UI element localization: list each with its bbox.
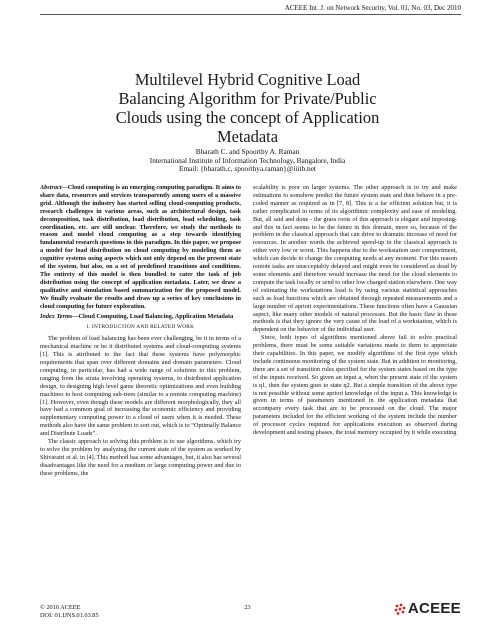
paper-title (70, 70, 425, 146)
copyright: © 2010 ACEEE (40, 604, 81, 611)
page-number: 23 (244, 604, 251, 611)
abstract (40, 184, 241, 311)
title-line: Metadata (217, 127, 278, 146)
author-block (0, 148, 495, 174)
author-names: Bharath C. and Spoorthy A. Raman (195, 147, 300, 156)
body-paragraph: Since, both types of algorithms mentioned above fail to solve practical problems, there must be some suitable variations made to them to appreciate their capabilities. In this paper, we modify algorithms of the first type which include continuous monitoring of the system state. But in addition to monitoring, there are a set of transition rules specified for the system states based on the type of the inputs received. So given an input a, when the present state of the system is q1, then the system goes to state q2. But a simple transition of the above type is not possible without some apriori knowledge of the input a. This knowledge is given in terms of parameters mentioned in the application metadata that accompany every task that are to be processed on the cloud. The major parameters included for the efficient working of the system include the number of processor cycles required for applications execution as observed during development and testing phases, the total memory occupied by it while executing (253, 334, 457, 437)
aceee-logo (393, 600, 461, 617)
left-column (40, 184, 241, 478)
index-terms-lead: Index Terms (40, 312, 73, 320)
affiliation: International Institute of Information Technology, Bangalore, India (149, 155, 346, 165)
abstract-text: —Cloud computing is an emerging computing paradigm. It aims to share data, resources and services transparently among users of a massive grid. Although the industry has started selling cloud-computing products, research challenges in various areas, such as architectural design, task decomposition, task distribution, load distribution, load scheduling, task coordination, etc. are still unclear. Therefore, we study the methods to reason and model cloud computing as a step towards identifying fundamental research questions in this paradigm. In this paper, we propose a model for load distribution on cloud computing by modeling them as cognitive systems using aspects which not only depend on the present state of the system, but also, on a set of predefined transitions and conditions. The entirety of this model is then bundled to cater the task of job distribution using the concept of application metadata. Later, we draw a qualitative and simulation based summarization for the proposed model. We finally evaluate the results and draw up a series of key conclusions in cloud computing for future exploration. (40, 184, 241, 310)
section-heading: I. INTRODUCTION AND RELATED WORK (86, 324, 195, 331)
body-paragraph: scalability is poor on larger systems. The other approach is to try and make estimations to somehow predict the future system state and then behave in a pre-coded manner as required as in [7, 8]. This is a far efficient solution but, it is rather complicated in terms of its algorithmic complexity and ease of modeling. But, all said and done - the grass roots of this approach is elegant and imposing- and this in fact seems to be the future in this domain, more so, because of the problem in the classical approach that can drive to dramatic increase of need for resources. In another words the achieved speed-up in the classical approach is either very low or worst. This happens due to the workstation user comportment, which can decide to change the computing needs at any moment. For this reason remote tasks are unacceptably delayed and might even be considered as dead by some elements and therefore would increase the need for the cloud elements to compute the task locally or send to other low charged station elsewhere. One way of estimating the workstations load is by using various statistical approaches such as load functions which are obtained through repeated measurements and a large number of apriori experimentations. These functions often have a Gaussian aspect, like many other models of natural processes. But the basic flaw in these methods is that they ignore the very cause of the load of a workstation, which is dependent on the behavior of the individual user. (253, 184, 457, 334)
author-email: Email: {bharath.c, spoorthya.raman}@iiitb.net (179, 164, 316, 174)
title-line: Multilevel Hybrid Cognitive Load (134, 70, 361, 89)
doi: DOI: 01.IJNS.01.03.85 (40, 612, 99, 619)
body-paragraph: The problem of load balancing has been ever challenging, be it in terms of a mechanical machine or be it distributed systems and cloud-computing systems [1]. This is attributed to the fact that these systems have polymorphic requirements that span over different domains and domain parameters. Cloud computing, in particular, has had a wide range of solutions to this problem, ranging from the strata involving operating systems, to distributed application design, to designing high level game theoretic optimizations and even building machines to host computing sub-trees (similar to a remote computing machine) [1]. However, even though these models are different morphologically, they all have had a common goal of increasing the economic efficiency and providing supplementary computing power to a cloud of users when it is needed. These methods also have the same problem to sort out, which is to “Optimally Balance and Distribute Loads”. (40, 335, 241, 438)
logo-text: ACEEE (407, 600, 461, 617)
title-line: Balancing Algorithm for Private/Public (118, 89, 377, 108)
running-header: ACEEE Int. J. on Network Security, Vol. 01, No. 03, Dec 2010 (284, 4, 461, 12)
title-line: Clouds using the concept of Application (115, 108, 380, 127)
index-terms (40, 313, 241, 321)
right-column (253, 184, 457, 437)
logo-mark-icon (393, 602, 407, 616)
body-paragraph: The classic approach to solving this problem is to use algorithms, which try to solve the problem by analyzing the current state of the system as worked by Shivaratri et al. in [4]. This method has some advantages, but, it also has several disadvantages like the need for a medium or large computing power and due to these problems, the (40, 438, 241, 477)
header-rule (40, 14, 461, 15)
abstract-lead: Abstract (40, 184, 62, 191)
index-terms-text: —Cloud Computing, Load Balancing, Application Metadata (72, 312, 234, 320)
